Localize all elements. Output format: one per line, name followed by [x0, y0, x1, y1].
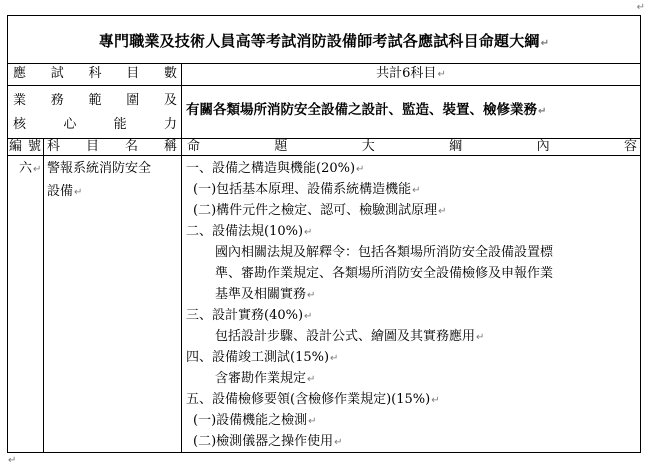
header-subject: 科 目 名 稱: [47, 139, 177, 154]
outline-line: (一)包括基本原理、設備系統構造機能↵: [193, 182, 421, 197]
outline-line: 包括設計步驟、設計公式、繪圖及其實務應用↵: [215, 329, 485, 344]
paragraph-mark-top: ↵: [636, 2, 645, 13]
outline-line: 二、設備法規(10%)↵: [186, 224, 313, 239]
outline-line: 一、設備之構造與機能(20%)↵: [186, 161, 365, 176]
outline-line: 四、設備竣工測試(15%)↵: [186, 350, 339, 365]
row-subject-line-1: 警報系統消防安全: [47, 161, 152, 176]
duties-value: 有關各類場所消防安全設備之設計、監造、裝置、檢修業務↵: [186, 102, 547, 118]
row-subject-line-2: 設備↵: [47, 184, 83, 199]
outline-line: (二)檢測儀器之操作使用↵: [193, 434, 343, 449]
outline-line: 國內相關法規及解釋令：包括各類場所消防安全設備設置標: [215, 245, 554, 260]
duties-label-line-2: 核 心 能 力: [13, 117, 177, 132]
subjects-label: 應 試 科 目 數: [13, 66, 177, 81]
header-outline: 命 題 大 綱 內 容: [187, 139, 637, 154]
outline-line: 三、設計實務(40%)↵: [186, 308, 313, 323]
duties-label-line-1: 業 務 範 圍 及: [13, 93, 177, 108]
page-title: 專門職業及技術人員高等考試消防設備師考試各應試科目命題大綱↵: [98, 32, 550, 50]
subjects-value: 共計6科目↵: [376, 66, 446, 81]
outline-line: 五、設備檢修要領(含檢修作業規定)(15%)↵: [186, 392, 440, 407]
outline-line: 含審勘作業規定↵: [215, 371, 316, 386]
outline-line: (二)構件元件之檢定、認可、檢驗測試原理↵: [193, 203, 447, 218]
syllabus-table: [7, 15, 641, 453]
paragraph-mark-bottom: ↵: [8, 455, 17, 466]
outline-line: (一)設備機能之檢測↵: [193, 413, 317, 428]
outline-line: 基準及相關實務↵: [215, 287, 316, 302]
header-number: 編 號: [9, 139, 41, 154]
outline-line: 準、審勘作業規定、各類場所消防安全設備檢修及申報作業: [215, 266, 554, 281]
row-number: 六↵: [19, 161, 42, 176]
